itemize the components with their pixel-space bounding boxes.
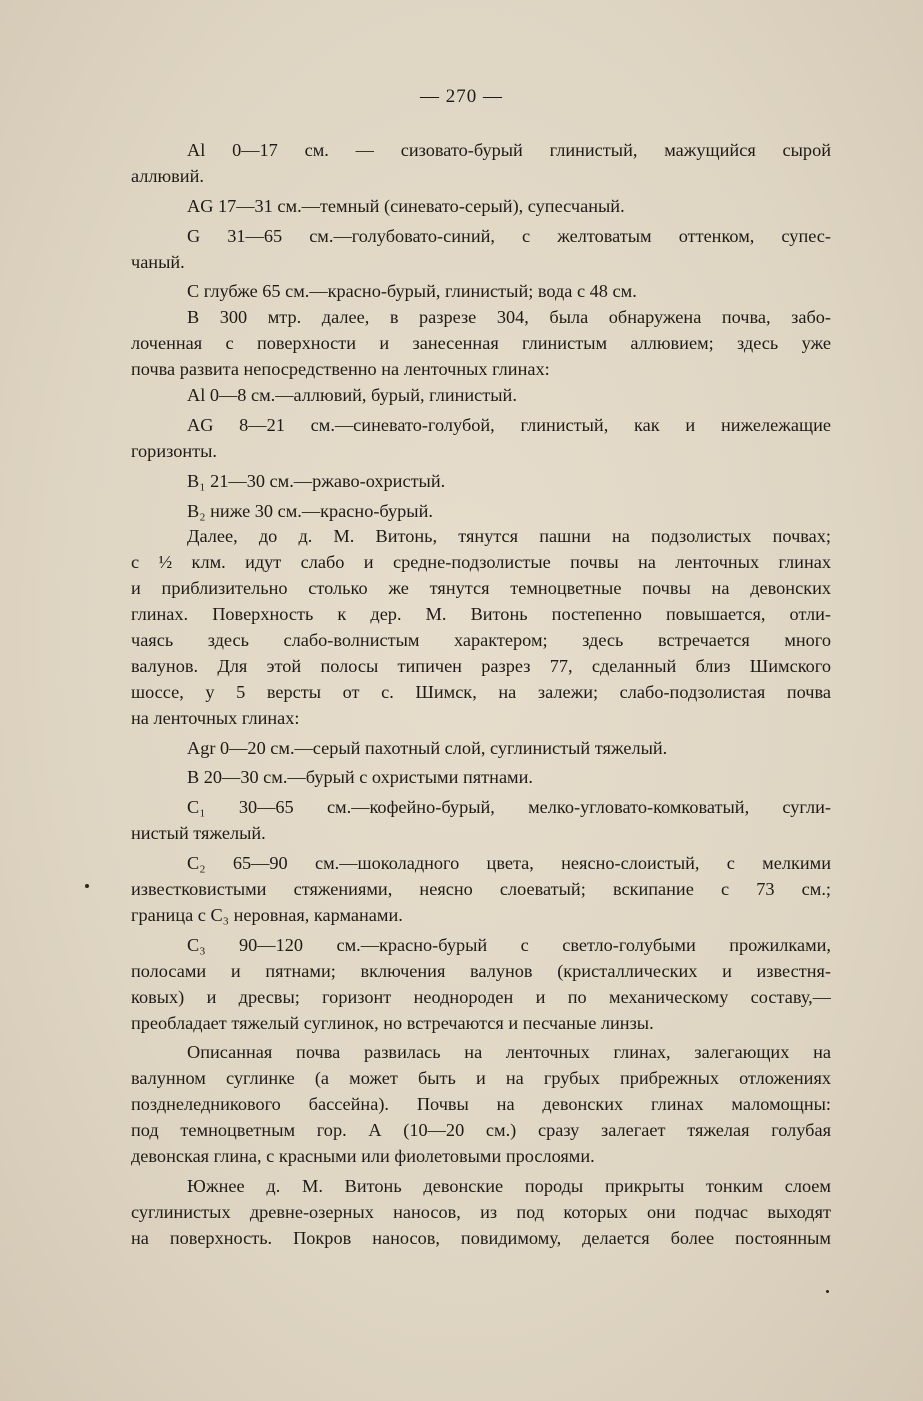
text-line: ковых) и дресвы; горизонт неоднороден и по механическому составу,—: [131, 986, 831, 1007]
text-line: преобладает тяжелый суглинок, но встречаются и песчаные линзы.: [131, 1012, 654, 1033]
text-line: Южнее д. М. Витонь девонские породы прикрыты тонким слоем: [187, 1175, 831, 1196]
text-line: Al 0—17 см. — сизовато-бурый глинистый, мажущийся сырой: [187, 140, 831, 160]
text-line: известковистыми стяжениями, неясно слоеватый; вскипание с 73 см.;: [131, 879, 831, 900]
text-line: Описанная почва развилась на ленточных глинах, залегающих на: [187, 1042, 831, 1063]
text-line: С₃ 90—120 см.—красно-бурый с светло-голубыми прожилками,: [187, 934, 831, 955]
text-line: шоссе, у 5 версты от с. Шимск, на залежи; слабо-подзолистая почва: [131, 681, 831, 702]
margin-dot-mark: [85, 884, 89, 888]
text-line: AG 17—31 см.—темный (синевато-серый), супесчаный.: [187, 195, 625, 216]
text-line: горизонты.: [131, 440, 217, 461]
body-text: [131, 138, 831, 1252]
text-line: С₁ 30—65 см.—кофейно-бурый, мелко-угловато-комковатый, сугли-: [187, 797, 831, 818]
text-line: AG 8—21 см.—синевато-голубой, глинистый, как и нижележащие: [187, 414, 831, 435]
text-line: В 20—30 см.—бурый с охристыми пятнами.: [187, 767, 533, 788]
text-line: В₁ 21—30 см.—ржаво-охристый.: [187, 470, 446, 491]
text-line: с ½ клм. идут слабо и средне-подзолистые почвы на ленточных глинах: [131, 552, 831, 573]
text-line: полосами и пятнами; включения валунов (кристаллических и известня-: [131, 960, 831, 981]
text-line: В 300 мтр. далее, в разрезе 304, была обнаружена почва, забо-: [187, 307, 831, 328]
text-line: валунов. Для этой полосы типичен разрез 77, сделанный близ Шимского: [131, 655, 831, 676]
text-line: Далее, до д. М. Витонь, тянутся пашни на подзолистых почвах;: [187, 526, 831, 547]
text-line: С глубже 65 см.—красно-бурый, глинистый; вода с 48 см.: [187, 281, 637, 302]
text-line: на ленточных глинах:: [131, 707, 300, 728]
text-line: лоченная с поверхности и занесенная глинистым аллювием; здесь уже: [131, 333, 831, 354]
text-line: В₂ ниже 30 см.—красно-бурый.: [187, 500, 433, 521]
text-line: девонская глина, с красными или фиолетовыми прослоями.: [131, 1145, 595, 1166]
text-line: глинах. Поверхность к дер. М. Витонь постепенно повышается, отли-: [131, 604, 831, 625]
text-line: граница с С₃ неровная, карманами.: [131, 904, 403, 925]
text-line: С₂ 65—90 см.—шоколадного цвета, неясно-слоистый, с мелкими: [187, 853, 831, 874]
text-line: и приблизительно столько же тянутся темноцветные почвы на девонских: [131, 578, 831, 599]
text-line: Agr 0—20 см.—серый пахотный слой, суглинистый тяжелый.: [187, 737, 668, 758]
text-line: чаясь здесь слабо-волнистым характером; здесь встречается много: [131, 630, 831, 651]
text-line: суглинистых древне-озерных наносов, из под которых они подчас выходят: [131, 1201, 831, 1222]
margin-dot-mark: [826, 1290, 829, 1293]
page-number: — 270 —: [420, 86, 503, 107]
text-line: Al 0—8 см.—аллювий, бурый, глинистый.: [187, 385, 517, 406]
text-line: почва развита непосредственно на ленточных глинах:: [131, 359, 550, 380]
text-line: аллювий.: [131, 165, 204, 186]
text-line: позднеледникового бассейна). Почвы на девонских глинах маломощны:: [131, 1094, 831, 1115]
text-line: нистый тяжелый.: [131, 823, 266, 844]
text-line: G 31—65 см.—голубовато-синий, с желтоватым оттенком, супес-: [187, 225, 831, 246]
text-line: на поверхность. Покров наносов, повидимому, делается более постоянным: [131, 1227, 831, 1248]
text-line: валунном суглинке (а может быть и на грубых прибрежных отложениях: [131, 1068, 831, 1089]
text-line: чаный.: [131, 251, 185, 272]
text-line: под темноцветным гор. А (10—20 см.) сразу залегает тяжелая голубая: [131, 1120, 831, 1141]
